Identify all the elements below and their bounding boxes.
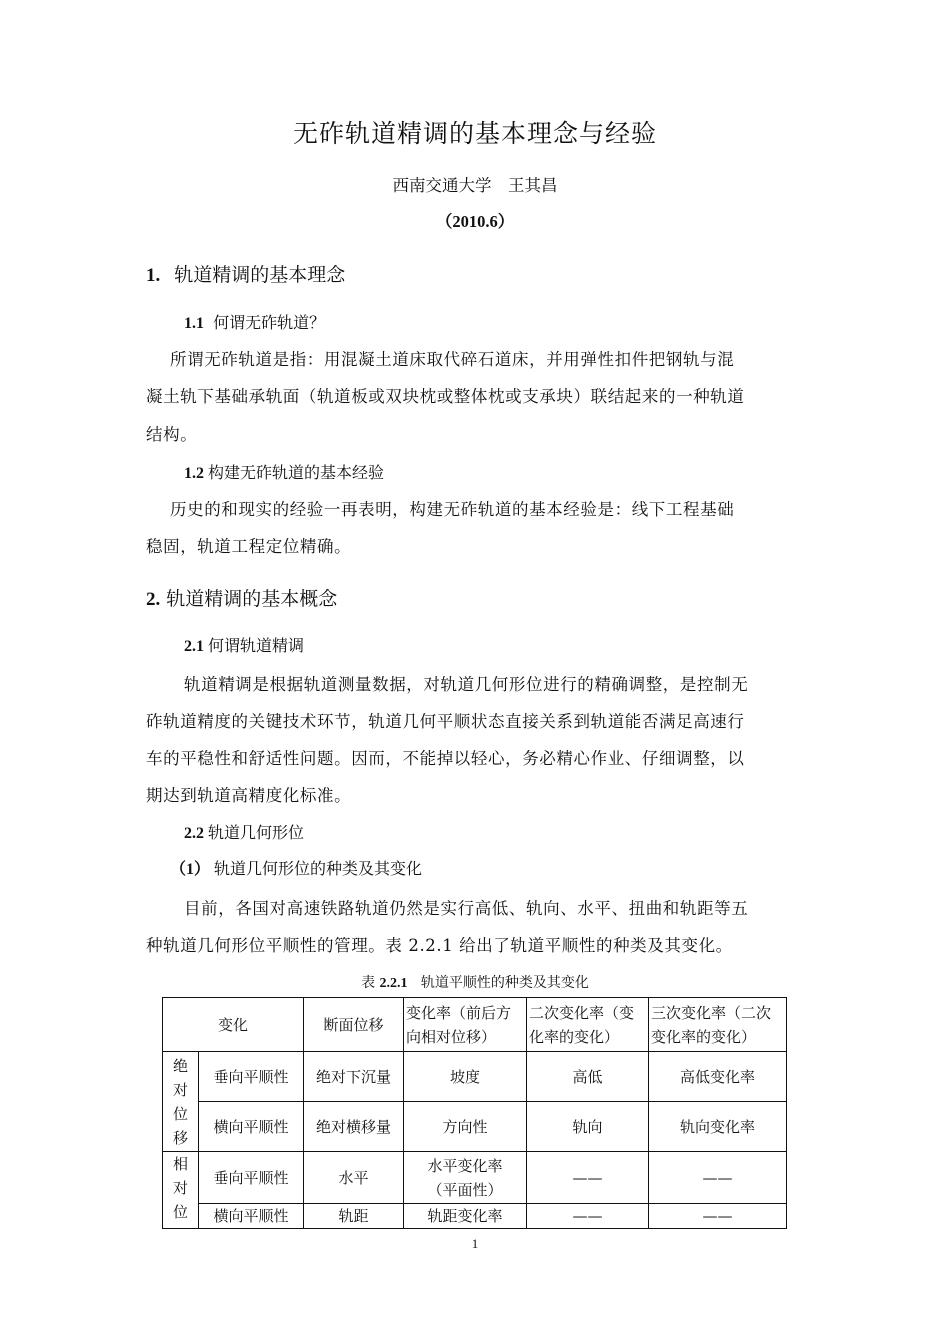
group-label-absolute: 绝对位移	[163, 1052, 199, 1152]
table-cell: 水平变化率（平面性）	[404, 1152, 527, 1204]
paragraph-line	[184, 895, 748, 919]
table-cell: ——	[527, 1204, 649, 1229]
table-cell: 垂向平顺性	[199, 1152, 304, 1204]
table-row	[163, 1204, 787, 1229]
section-title: 轨道精调的基本理念	[174, 264, 346, 286]
paragraph-line: 所谓无砟轨道是指：用混凝土道床取代碎石道床，并用弹性扣件把钢轨与混	[170, 350, 735, 369]
paragraph-line: 轨道精调是根据轨道测量数据，对轨道几何形位进行的精确调整，是控制无	[184, 675, 749, 694]
header-cell: 二次变化率（变化率的变化）	[527, 998, 649, 1052]
table-cell: 高低变化率	[649, 1052, 787, 1102]
table-cell: 垂向平顺性	[199, 1052, 304, 1102]
author-line: 西南交通大学 王其昌	[392, 176, 558, 195]
emphasized-terms: 高低、轨向、水平、扭曲和轨距	[474, 899, 715, 918]
paragraph-line: 车的平稳性和舒适性问题。因而，不能掉以轻心，务必精心作业、仔细调整，以	[146, 749, 745, 768]
subsection-number: 2.1	[184, 638, 204, 655]
sub-item-heading	[170, 856, 422, 879]
table-cell: 方向性	[404, 1102, 527, 1152]
table-cell: 横向平顺性	[199, 1204, 304, 1229]
table-cell: 水平	[304, 1152, 404, 1204]
date-line	[0, 208, 950, 232]
sub-item-title: 轨道几何形位的种类及其变化	[214, 859, 423, 878]
table-cell: 横向平顺性	[199, 1102, 304, 1152]
table-cell: 轨距	[304, 1204, 404, 1229]
subsection-number: 2.2	[184, 825, 204, 842]
table-row	[163, 1102, 787, 1152]
table-cell: 轨距变化率	[404, 1204, 527, 1229]
paragraph-line: 稳固，轨道工程定位精确。	[146, 537, 352, 556]
section-heading-2	[146, 584, 337, 611]
paragraph-line: 凝土轨下基础承轨面（轨道板或双块枕或整体枕或支承块）联结起来的一种轨道	[146, 387, 745, 406]
subsection-heading-2-1	[184, 633, 304, 656]
paragraph-line: 期达到轨道高精度化标准。	[146, 786, 352, 805]
table-header-row	[163, 998, 787, 1052]
page-number: 1	[471, 1236, 479, 1251]
table-cell: 绝对下沉量	[304, 1052, 404, 1102]
subsection-number: 1.2	[184, 465, 204, 482]
table-caption	[0, 972, 950, 992]
caption-text: 轨道平顺性的种类及其变化	[420, 975, 589, 991]
group-label-relative: 相对位	[163, 1152, 199, 1229]
section-number: 1.	[146, 265, 161, 286]
text-span: 等五	[714, 899, 749, 918]
sub-item-number: （1）	[170, 861, 211, 878]
paragraph-line: 历史的和现实的经验一再表明，构建无砟轨道的基本经验是：线下工程基础	[170, 500, 735, 519]
section-title: 轨道精调的基本概念	[166, 588, 338, 610]
track-regularity-table	[162, 997, 787, 1229]
subsection-title: 轨道几何形位	[208, 823, 305, 842]
subsection-heading-2-2	[184, 820, 304, 843]
table-cell: 轨向	[527, 1102, 649, 1152]
subsection-title: 何谓轨道精调	[208, 636, 305, 655]
header-cell: 变化	[163, 998, 304, 1052]
header-cell: 断面位移	[304, 998, 404, 1052]
table-row	[163, 1052, 787, 1102]
table-cell: 坡度	[404, 1052, 527, 1102]
paragraph-line: 砟轨道精度的关键技术环节，轨道几何平顺状态直接关系到轨道能否满足高速行	[146, 712, 745, 731]
subsection-title: 何谓无砟轨道？	[213, 313, 326, 332]
date-text: （2010.6）	[435, 212, 515, 231]
header-cell: 变化率（前后方向相对位移）	[404, 998, 527, 1052]
document-title: 无砟轨道精调的基本理念与经验	[292, 119, 657, 148]
header-cell: 三次变化率（二次变化率的变化）	[649, 998, 787, 1052]
table-cell: ——	[649, 1204, 787, 1229]
table-row	[163, 1152, 787, 1204]
subsection-number: 1.1	[184, 315, 204, 332]
table-cell: 绝对横移量	[304, 1102, 404, 1152]
caption-prefix: 表	[361, 975, 376, 991]
subsection-heading-1-1	[184, 310, 325, 333]
section-heading-1	[146, 260, 345, 287]
subsection-heading-1-2	[184, 460, 384, 483]
subsection-title: 构建无砟轨道的基本经验	[208, 463, 385, 482]
paragraph-line: 结构。	[146, 425, 198, 444]
table-cell: 轨向变化率	[649, 1102, 787, 1152]
section-number: 2.	[146, 589, 161, 610]
table-cell: ——	[527, 1152, 649, 1204]
caption-number: 2.2.1	[379, 976, 408, 991]
table-cell: 高低	[527, 1052, 649, 1102]
paragraph-line: 种轨道几何形位平顺性的管理。表 2.2.1 给出了轨道平顺性的种类及其变化。	[146, 936, 733, 955]
table-cell: ——	[649, 1152, 787, 1204]
text-span: 目前，各国对高速铁路轨道仍然是实行	[184, 899, 475, 918]
